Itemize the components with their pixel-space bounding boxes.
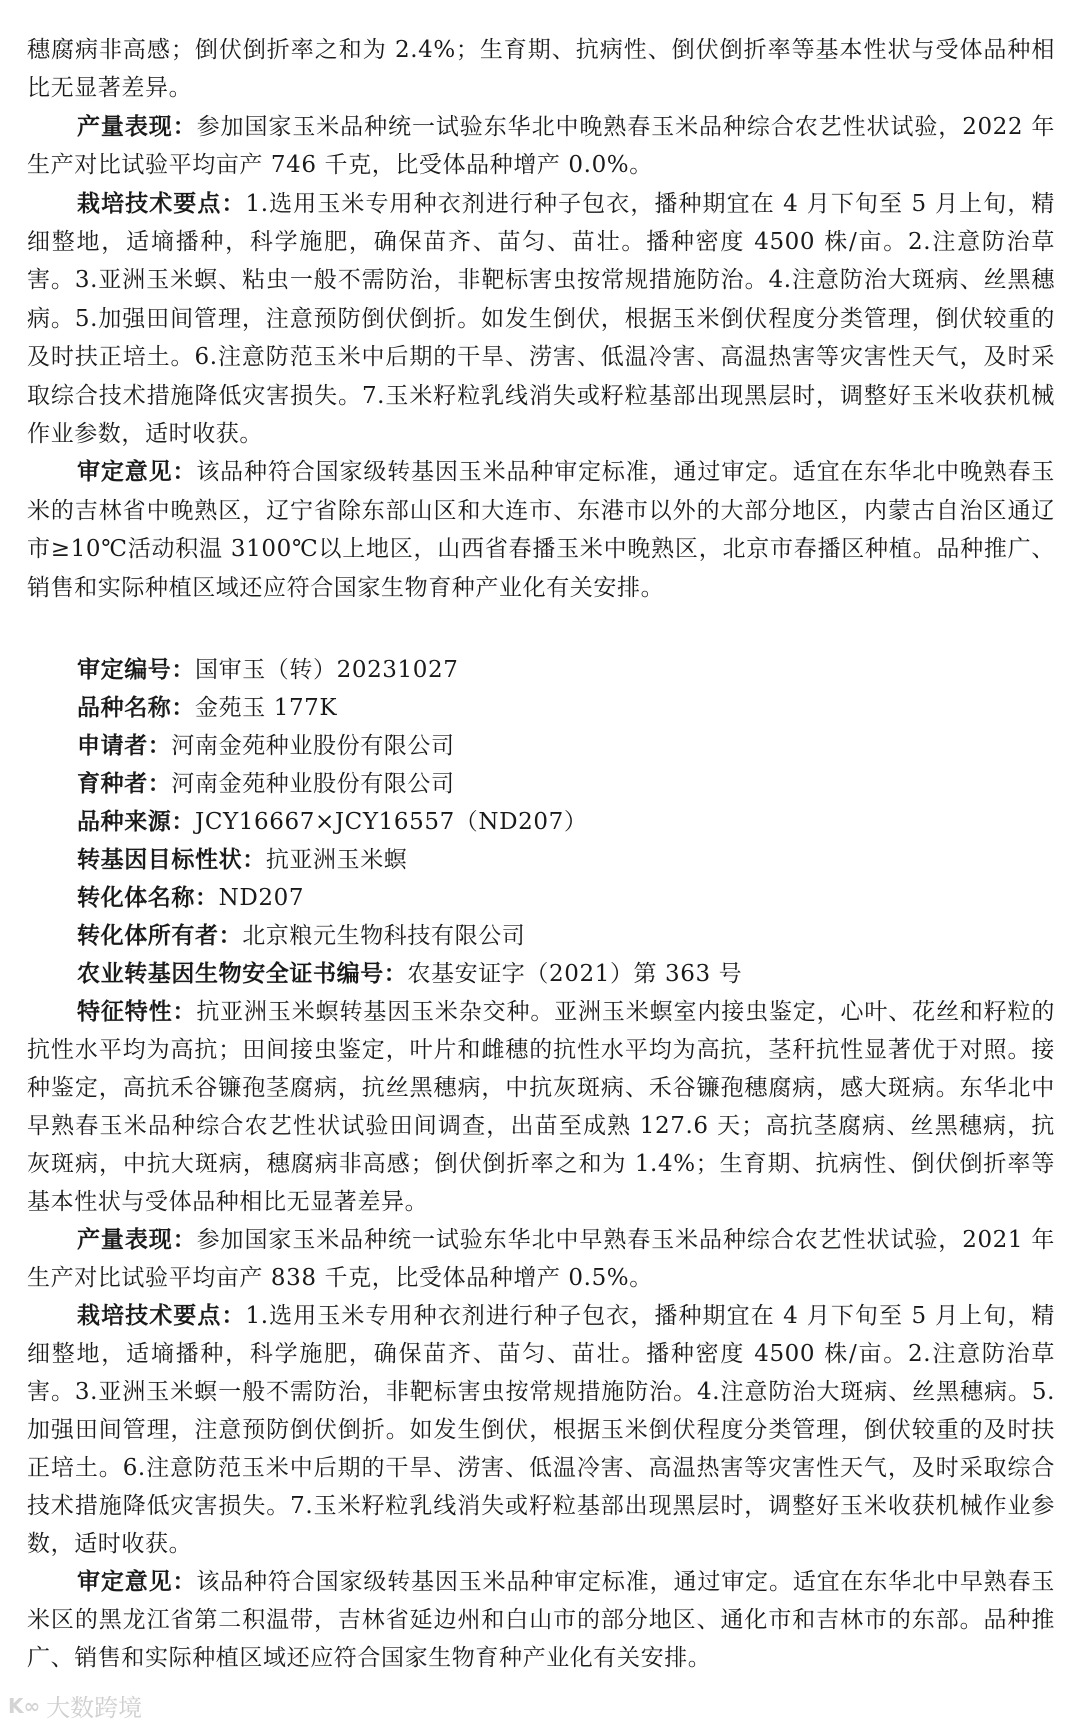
field-label: 审定编号： bbox=[77, 657, 195, 683]
field-value: 北京粮元生物科技有限公司 bbox=[242, 923, 526, 949]
field-event-owner bbox=[27, 917, 1055, 955]
field-label: 转化体名称： bbox=[77, 885, 219, 911]
field-breeder bbox=[27, 765, 1055, 803]
field-approval-number bbox=[27, 651, 1055, 689]
field-event-name bbox=[27, 879, 1055, 917]
field-label: 育种者： bbox=[77, 771, 172, 797]
field-value: 金苑玉 177K bbox=[195, 695, 338, 721]
characteristics-paragraph bbox=[27, 993, 1055, 1221]
cultivation-label: 栽培技术要点： bbox=[77, 190, 246, 217]
field-label: 品种来源： bbox=[77, 809, 195, 835]
field-variety-source bbox=[27, 803, 1055, 841]
watermark bbox=[8, 1688, 142, 1723]
field-value: 河南金苑种业股份有限公司 bbox=[171, 771, 455, 797]
characteristics-text: 抗亚洲玉米螟转基因玉米杂交种。亚洲玉米螟室内接虫鉴定，心叶、花丝和籽粒的抗性水平均为高抗；田间接虫鉴定，叶片和雌穗的抗性水平均为高抗，茎秆抗性显著优于对照。接种鉴定，高抗禾谷镰孢茎腐病，抗丝黑穗病，中抗灰斑病、禾谷镰孢穗腐病，感大斑病。东华北中早熟春玉米品种综合农艺性状试验田间调查，出苗至成熟 127.6 天；高抗茎腐病、丝黑穗病，抗灰斑病，中抗大斑病，穗腐病非高感；倒伏倒折率之和为 1.4%；生育期、抗病性、倒伏倒折率等基本性状与受体品种相比无显著差异。 bbox=[27, 999, 1056, 1215]
opinion-text: 该品种符合国家级转基因玉米品种审定标准，通过审定。适宜在东华北中早熟春玉米区的黑龙江省第二积温带，吉林省延边州和白山市的部分地区、通化市和吉林市的东部。品种推广、销售和实际种植区域还应符合国家生物育种产业化有关安排。 bbox=[27, 1569, 1056, 1671]
yield-paragraph bbox=[27, 108, 1055, 185]
field-label: 品种名称： bbox=[77, 695, 195, 721]
opinion-paragraph bbox=[27, 1563, 1055, 1677]
characteristics-continuation: 穗腐病非高感；倒伏倒折率之和为 2.4%；生育期、抗病性、倒伏倒折率等基本性状与受体品种相比无显著差异。 bbox=[27, 37, 1055, 102]
field-value: ND207 bbox=[218, 885, 305, 911]
watermark-text: 大数跨境 bbox=[46, 1694, 143, 1722]
cultivation-text: 1.选用玉米专用种衣剂进行种子包衣，播种期宜在 4 月下旬至 5 月上旬，精细整地，适墒播种，科学施肥，确保苗齐、苗匀、苗壮。播种密度 4500 株/亩。2.注意防治草害。3.亚洲玉米螟一般不需防治，非靶标害虫按常规措施防治。4.注意防治大斑病、丝黑穗病。5.加强田间管理，注意预防倒伏倒折。如发生倒伏，根据玉米倒伏程度分类管理，倒伏较重的及时扶正培土。6.注意防范玉米中后期的干旱、涝害、低温冷害、高温热害等灾害性天气，及时采取综合技术措施降低灾害损失。7.玉米籽粒乳线消失或籽粒基部出现黑层时，调整好玉米收获机械作业参数，适时收获。 bbox=[27, 1303, 1055, 1557]
yield-text: 参加国家玉米品种统一试验东华北中早熟春玉米品种综合农艺性状试验，2021 年生产对比试验平均亩产 838 千克，比受体品种增产 0.5%。 bbox=[27, 1227, 1055, 1291]
yield-text: 参加国家玉米品种统一试验东华北中晚熟春玉米品种综合农艺性状试验，2022 年生产对比试验平均亩产 746 千克，比受体品种增产 0.0%。 bbox=[27, 113, 1055, 179]
field-target-trait bbox=[27, 841, 1055, 879]
yield-label: 产量表现： bbox=[77, 113, 197, 140]
field-label: 转基因目标性状： bbox=[77, 847, 266, 873]
field-label: 申请者： bbox=[77, 733, 172, 759]
characteristics-label: 特征特性： bbox=[77, 999, 197, 1025]
watermark-logo-icon: K∞ bbox=[8, 1693, 41, 1718]
field-value: 农基安证字（2021）第 363 号 bbox=[407, 961, 743, 987]
section-variety-jinyuanyu-177k bbox=[27, 651, 1055, 1677]
field-variety-name bbox=[27, 689, 1055, 727]
section-previous-variety bbox=[27, 31, 1055, 607]
field-label: 转化体所有者： bbox=[77, 923, 243, 949]
opinion-paragraph bbox=[27, 453, 1055, 607]
cultivation-text: 1.选用玉米专用种衣剂进行种子包衣，播种期宜在 4 月下旬至 5 月上旬，精细整地，适墒播种，科学施肥，确保苗齐、苗匀、苗壮。播种密度 4500 株/亩。2.注意防治草害。3.亚洲玉米螟、粘虫一般不需防治，非靶标害虫按常规措施防治。4.注意防治大斑病、丝黑穗病。5.加强田间管理，注意预防倒伏倒折。如发生倒伏，根据玉米倒伏程度分类管理，倒伏较重的及时扶正培土。6.注意防范玉米中后期的干旱、涝害、低温冷害、高温热害等灾害性天气，及时采取综合技术措施降低灾害损失。7.玉米籽粒乳线消失或籽粒基部出现黑层时，调整好玉米收获机械作业参数，适时收获。 bbox=[27, 190, 1055, 448]
field-value: 河南金苑种业股份有限公司 bbox=[171, 733, 455, 759]
opinion-label: 审定意见： bbox=[77, 1569, 197, 1595]
opinion-label: 审定意见： bbox=[77, 459, 197, 486]
field-value: 国审玉（转）20231027 bbox=[195, 657, 459, 683]
field-biosafety-certificate bbox=[27, 955, 1055, 993]
cultivation-label: 栽培技术要点： bbox=[77, 1303, 246, 1329]
field-value: 抗亚洲玉米螟 bbox=[265, 847, 408, 873]
opinion-text: 该品种符合国家级转基因玉米品种审定标准，通过审定。适宜在东华北中晚熟春玉米的吉林省中晚熟区，辽宁省除东部山区和大连市、东港市以外的大部分地区，内蒙古自治区通辽市≥10℃活动积温 3100℃以上地区，山西省春播玉米中晚熟区，北京市春播区种植。品种推广、销售和实际种植区域还应符合国家生物育种产业化有关安排。 bbox=[27, 459, 1056, 601]
yield-label: 产量表现： bbox=[77, 1227, 197, 1253]
cultivation-paragraph bbox=[27, 1297, 1055, 1563]
field-value: JCY16667×JCY16557（ND207） bbox=[195, 809, 588, 835]
yield-paragraph bbox=[27, 1221, 1055, 1297]
field-applicant bbox=[27, 727, 1055, 765]
field-label: 农业转基因生物安全证书编号： bbox=[77, 961, 408, 987]
cultivation-paragraph bbox=[27, 185, 1055, 454]
